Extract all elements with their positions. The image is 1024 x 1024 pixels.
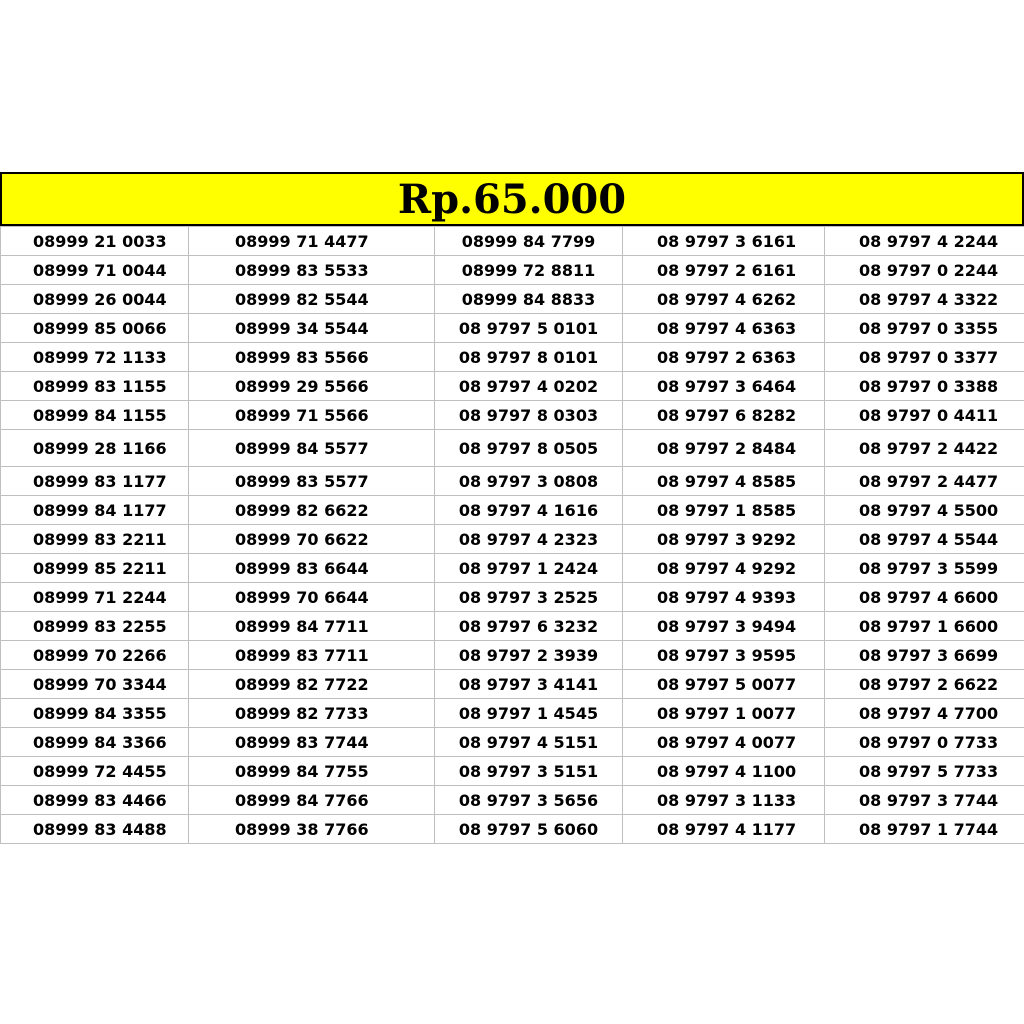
phone-number-cell: 08999 84 3366 [1,728,189,757]
table-row [1,343,1024,372]
phone-number-cell: 08 9797 8 0303 [435,401,623,430]
table-row [1,815,1024,844]
phone-number-cell: 08 9797 2 4422 [825,430,1024,467]
table-row [1,314,1024,343]
phone-number-cell: 08 9797 4 3322 [825,285,1024,314]
phone-number-cell: 08 9797 1 4545 [435,699,623,728]
phone-number-cell: 08 9797 6 8282 [623,401,825,430]
phone-number-cell: 08999 29 5566 [189,372,435,401]
phone-number-cell: 08999 26 0044 [1,285,189,314]
phone-number-cell: 08 9797 5 6060 [435,815,623,844]
phone-number-cell: 08 9797 4 1100 [623,757,825,786]
phone-number-cell: 08999 83 1155 [1,372,189,401]
phone-number-cell: 08 9797 3 9494 [623,612,825,641]
phone-number-cell: 08999 83 5577 [189,467,435,496]
phone-number-cell: 08 9797 0 2244 [825,256,1024,285]
phone-number-cell: 08999 82 5544 [189,285,435,314]
phone-number-table [0,226,1024,844]
phone-number-cell: 08999 72 8811 [435,256,623,285]
phone-number-cell: 08999 84 3355 [1,699,189,728]
phone-number-cell: 08 9797 6 3232 [435,612,623,641]
phone-number-cell: 08 9797 4 7700 [825,699,1024,728]
phone-number-cell: 08999 83 7711 [189,641,435,670]
phone-number-cell: 08 9797 0 3388 [825,372,1024,401]
table-row [1,430,1024,467]
price-title: Rp.65.000 [397,175,627,223]
table-row [1,612,1024,641]
table-row [1,401,1024,430]
phone-number-cell: 08 9797 5 0077 [623,670,825,699]
phone-number-cell: 08 9797 8 0101 [435,343,623,372]
phone-number-cell: 08999 83 5533 [189,256,435,285]
phone-number-cell: 08 9797 4 2244 [825,227,1024,256]
phone-number-cell: 08 9797 2 6363 [623,343,825,372]
phone-number-cell: 08999 84 1155 [1,401,189,430]
price-list-sheet [0,172,1024,844]
phone-number-cell: 08 9797 2 3939 [435,641,623,670]
phone-number-cell: 08 9797 3 4141 [435,670,623,699]
phone-number-cell: 08 9797 3 5656 [435,786,623,815]
phone-number-cell: 08 9797 3 6699 [825,641,1024,670]
phone-number-cell: 08999 71 2244 [1,583,189,612]
table-row [1,496,1024,525]
phone-number-cell: 08999 34 5544 [189,314,435,343]
phone-number-cell: 08999 83 1177 [1,467,189,496]
phone-number-cell: 08999 83 2211 [1,525,189,554]
phone-number-cell: 08999 84 7711 [189,612,435,641]
phone-number-cell: 08999 83 4466 [1,786,189,815]
table-row [1,554,1024,583]
phone-number-cell: 08 9797 4 9393 [623,583,825,612]
phone-number-cell: 08 9797 4 8585 [623,467,825,496]
table-row [1,525,1024,554]
table-row [1,372,1024,401]
phone-number-cell: 08 9797 4 1616 [435,496,623,525]
phone-number-cell: 08 9797 4 0202 [435,372,623,401]
phone-number-cell: 08 9797 0 4411 [825,401,1024,430]
phone-number-cell: 08999 21 0033 [1,227,189,256]
table-row [1,757,1024,786]
phone-number-cell: 08 9797 8 0505 [435,430,623,467]
phone-number-cell: 08999 83 2255 [1,612,189,641]
phone-number-cell: 08999 72 1133 [1,343,189,372]
phone-number-cell: 08999 70 3344 [1,670,189,699]
phone-number-cell: 08999 38 7766 [189,815,435,844]
phone-number-cell: 08 9797 3 6464 [623,372,825,401]
table-row [1,467,1024,496]
phone-number-cell: 08999 85 0066 [1,314,189,343]
phone-number-cell: 08 9797 5 0101 [435,314,623,343]
phone-number-cell: 08999 71 0044 [1,256,189,285]
phone-number-cell: 08999 72 4455 [1,757,189,786]
phone-number-cell: 08 9797 4 0077 [623,728,825,757]
phone-number-cell: 08 9797 1 7744 [825,815,1024,844]
phone-number-cell: 08 9797 2 4477 [825,467,1024,496]
phone-number-cell: 08 9797 5 7733 [825,757,1024,786]
table-row [1,728,1024,757]
table-row [1,699,1024,728]
table-row [1,786,1024,815]
phone-number-cell: 08999 71 5566 [189,401,435,430]
table-row [1,285,1024,314]
phone-number-cell: 08 9797 0 3377 [825,343,1024,372]
phone-number-cell: 08 9797 1 2424 [435,554,623,583]
phone-number-cell: 08999 82 6622 [189,496,435,525]
phone-number-cell: 08999 82 7722 [189,670,435,699]
phone-number-cell: 08999 85 2211 [1,554,189,583]
phone-number-cell: 08 9797 3 1133 [623,786,825,815]
phone-number-cell: 08999 84 7755 [189,757,435,786]
phone-number-cell: 08 9797 4 2323 [435,525,623,554]
phone-number-cell: 08 9797 1 8585 [623,496,825,525]
phone-number-cell: 08 9797 1 0077 [623,699,825,728]
price-header-bar [0,172,1024,226]
phone-number-cell: 08 9797 4 6262 [623,285,825,314]
table-row [1,256,1024,285]
phone-number-cell: 08 9797 4 5151 [435,728,623,757]
phone-number-cell: 08 9797 4 5500 [825,496,1024,525]
phone-number-cell: 08 9797 2 6161 [623,256,825,285]
phone-number-cell: 08 9797 3 0808 [435,467,623,496]
phone-number-cell: 08 9797 4 5544 [825,525,1024,554]
phone-number-cell: 08999 71 4477 [189,227,435,256]
table-row [1,583,1024,612]
phone-number-cell: 08 9797 1 6600 [825,612,1024,641]
phone-number-cell: 08 9797 4 9292 [623,554,825,583]
phone-number-cell: 08 9797 0 7733 [825,728,1024,757]
phone-number-cell: 08999 70 2266 [1,641,189,670]
phone-number-cell: 08 9797 4 6600 [825,583,1024,612]
phone-number-cell: 08999 83 4488 [1,815,189,844]
phone-number-cell: 08 9797 2 6622 [825,670,1024,699]
phone-number-cell: 08999 83 6644 [189,554,435,583]
phone-number-cell: 08 9797 3 2525 [435,583,623,612]
phone-number-cell: 08 9797 4 6363 [623,314,825,343]
phone-number-cell: 08999 82 7733 [189,699,435,728]
phone-number-cell: 08999 84 7799 [435,227,623,256]
phone-number-cell: 08999 83 7744 [189,728,435,757]
phone-number-cell: 08 9797 3 5599 [825,554,1024,583]
table-row [1,641,1024,670]
phone-number-cell: 08999 83 5566 [189,343,435,372]
phone-number-cell: 08 9797 3 7744 [825,786,1024,815]
phone-number-cell: 08999 84 1177 [1,496,189,525]
phone-number-cell: 08 9797 3 9595 [623,641,825,670]
table-row [1,670,1024,699]
phone-number-table-body [1,227,1024,844]
phone-number-cell: 08999 70 6622 [189,525,435,554]
phone-number-cell: 08 9797 3 6161 [623,227,825,256]
phone-number-cell: 08999 84 8833 [435,285,623,314]
phone-number-cell: 08 9797 4 1177 [623,815,825,844]
phone-number-cell: 08999 70 6644 [189,583,435,612]
table-row [1,227,1024,256]
phone-number-cell: 08999 84 7766 [189,786,435,815]
phone-number-cell: 08999 28 1166 [1,430,189,467]
phone-number-cell: 08 9797 3 9292 [623,525,825,554]
phone-number-cell: 08 9797 2 8484 [623,430,825,467]
phone-number-cell: 08 9797 3 5151 [435,757,623,786]
phone-number-cell: 08 9797 0 3355 [825,314,1024,343]
phone-number-cell: 08999 84 5577 [189,430,435,467]
